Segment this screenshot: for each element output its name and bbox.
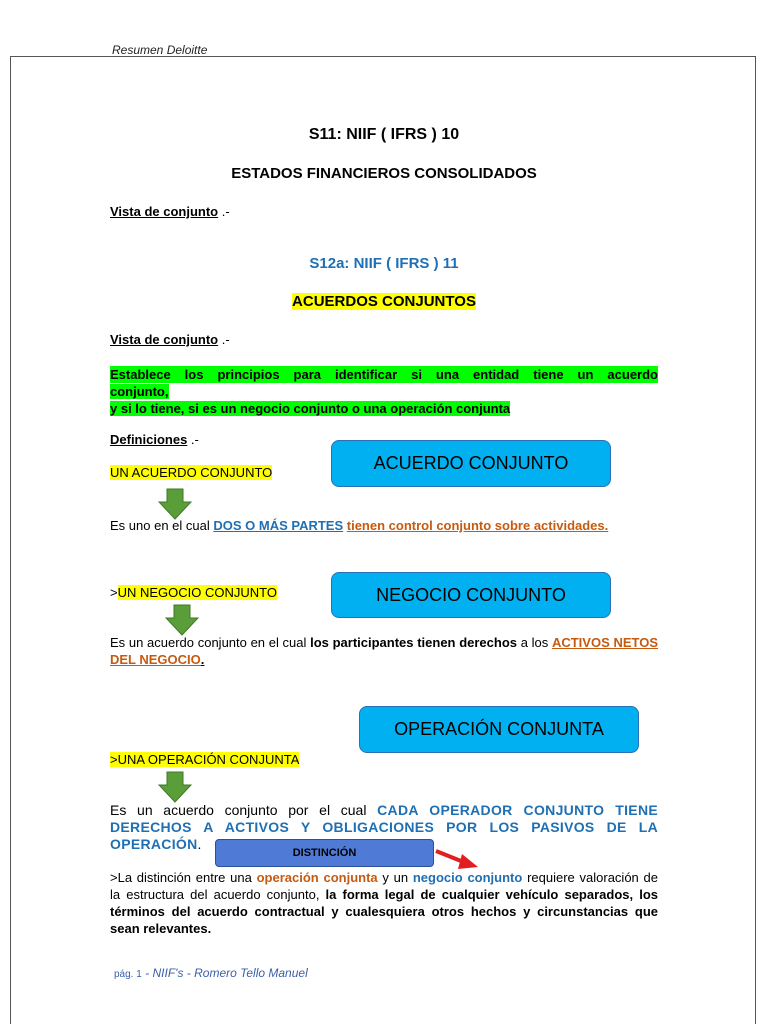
vista-conjunto-1-label: Vista de conjunto	[110, 204, 219, 219]
footer-topic: NIIF's	[152, 966, 184, 980]
vista-conjunto-2: Vista de conjunto .-	[110, 332, 230, 347]
operacion-label: UNA OPERACIÓN CONJUNTA	[117, 752, 300, 767]
operacion-text: Es un acuerdo conjunto por el cual CADA OPERADOR CONJUNTO TIENE DERECHOS A ACTIVOS Y OBLIGACIONES POR LOS PASIVOS DE LA OPERACIÓN.	[110, 802, 658, 852]
title-acuerdos-conjuntos: ACUERDOS CONJUNTOS	[292, 293, 476, 310]
definiciones-label: Definiciones	[110, 432, 188, 447]
down-arrow-icon	[165, 604, 199, 636]
title-acuerdos-conjuntos-wrap	[110, 293, 658, 311]
vista-conjunto-2-label: Vista de conjunto	[110, 332, 219, 347]
negocio-label: UN NEGOCIO CONJUNTO	[117, 585, 277, 600]
down-arrow-icon	[158, 488, 192, 520]
negocio-text: Es un acuerdo conjunto en el cual los participantes tienen derechos a los ACTIVOS NETOS DEL NEGOCIO.	[110, 635, 659, 667]
acuerdo-text: Es uno en el cual DOS O MÁS PARTES tienen control conjunto sobre actividades.	[110, 518, 609, 533]
footer-author: Romero Tello Manuel	[194, 966, 308, 980]
green-highlight-block	[110, 366, 658, 417]
distincion-box: DISTINCIÓN	[215, 839, 434, 867]
acuerdo-conjunto-box: ACUERDO CONJUNTO	[331, 440, 611, 487]
title-estados-financieros: ESTADOS FINANCIEROS CONSOLIDADOS	[231, 165, 537, 182]
title-niif10: S11: NIIF ( IFRS ) 10	[308, 126, 460, 143]
green-line-1b: conjunto,	[110, 384, 169, 399]
distincion-text: >La distinción entre una operación conjunta y un negocio conjunto requiere valoración de la estructura del acuerdo conjunto, la forma legal de cualquier vehículo separados, los términos del acuerdo contractual y cualesquiera otros hechos y circunstancias que sean relevantes.	[110, 870, 658, 936]
green-line-1a: Establece los principios para identificar si una entidad tiene un acuerdo	[110, 367, 658, 382]
vista-conjunto-1: Vista de conjunto .-	[110, 204, 230, 219]
green-line-2: y si lo tiene, si es un negocio conjunto o una operación conjunta	[110, 401, 511, 416]
negocio-label-wrap: >UN NEGOCIO CONJUNTO	[110, 585, 277, 600]
footer-page: pág. 1	[114, 969, 142, 980]
negocio-conjunto-box: NEGOCIO CONJUNTO	[331, 572, 611, 618]
title-niif11: S12a: NIIF ( IFRS ) 11	[309, 255, 459, 272]
acuerdo-label: UN ACUERDO CONJUNTO	[110, 465, 273, 480]
operacion-conjunta-box: OPERACIÓN CONJUNTA	[359, 706, 639, 753]
operacion-label-wrap: >UNA OPERACIÓN CONJUNTA	[110, 752, 300, 767]
header-note: Resumen Deloitte	[112, 43, 208, 57]
down-arrow-icon	[158, 771, 192, 803]
definiciones: Definiciones .-	[110, 432, 199, 447]
footer: pág. 1 - NIIF's - Romero Tello Manuel	[114, 966, 308, 980]
acuerdo-label-wrap	[110, 465, 272, 480]
